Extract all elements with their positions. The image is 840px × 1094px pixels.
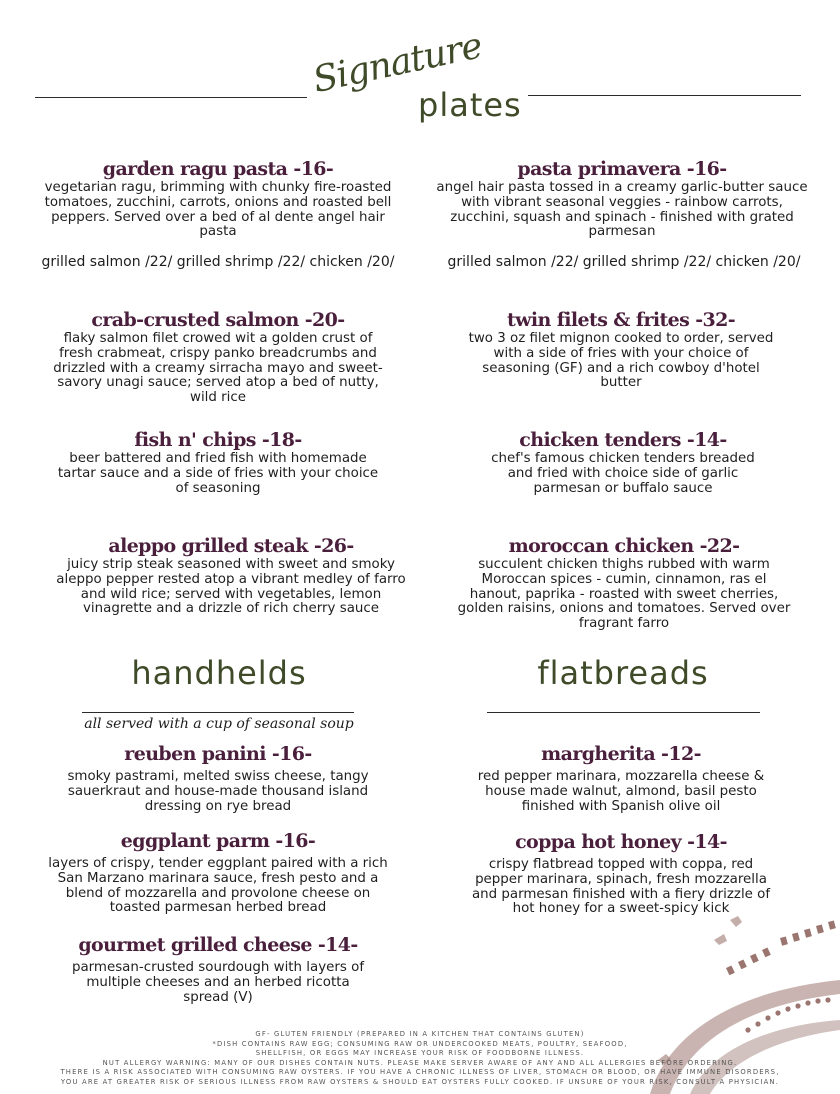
handhelds-heading: handhelds (131, 654, 307, 692)
item-description: parmesan-crusted sourdough with layers of multiple cheeses and an herbed ricotta spread (V) (71, 960, 365, 1005)
item-description: crispy flatbread topped with coppa, red pepper marinara, spinach, fresh mozzarella and parmesan finished with a fiery drizzle of hot honey for a sweet-spicy kick (471, 857, 771, 917)
addons-left: grilled salmon /22/ grilled shrimp /22/ chicken /20/ (41, 254, 395, 270)
menu-item-coppa-hot-honey (468, 830, 774, 917)
item-title: garden ragu pasta -16- (102, 158, 334, 180)
signature-script-word: Signature (309, 25, 486, 101)
menu-item-garden-ragu (30, 157, 406, 240)
menu-item-chicken-tenders (478, 428, 768, 496)
item-description: flaky salmon filet crowed wit a golden crust of fresh crabmeat, crispy panko breadcrumbs and drizzled with a creamy sirracha mayo and sweet-savory unagi sauce; served atop a bed of nutty, wild rice (53, 331, 383, 406)
menu-item-grilled-cheese (62, 933, 374, 1005)
item-title: coppa hot honey -14- (515, 831, 727, 853)
item-description: two 3 oz filet mignon cooked to order, served with a side of fries with your choice of seasoning (GF) and a rich cowboy d'hotel butter (468, 331, 774, 391)
handhelds-rule (82, 712, 354, 713)
item-description: beer battered and fried fish with homemade tartar sauce and a side of fries with your choice of seasoning (57, 451, 379, 496)
item-title: crab-crusted salmon -20- (91, 309, 345, 331)
addons-right: grilled salmon /22/ grilled shrimp /22/ chicken /20/ (447, 254, 801, 270)
menu-item-moroccan-chicken (456, 534, 792, 632)
header-rule-left (35, 97, 307, 98)
item-title: moroccan chicken -22- (508, 535, 740, 557)
flatbreads-rule (487, 712, 760, 713)
item-description: layers of crispy, tender eggplant paired with a rich San Marzano marinara sauce, fresh pesto and a blend of mozzarella and provolone cheese on toasted parmesan herbed bread (48, 856, 388, 916)
menu-item-crab-crusted-salmon (50, 308, 386, 406)
header-rule-right (528, 95, 801, 96)
menu-item-aleppo-steak (56, 534, 406, 617)
item-title: margherita -12- (541, 743, 701, 765)
item-description: red pepper marinara, mozzarella cheese & house made walnut, almond, basil pesto finished with Spanish olive oil (477, 769, 765, 814)
menu-item-margherita (464, 742, 778, 814)
item-description: juicy strip steak seasoned with sweet and smoky aleppo pepper rested atop a vibrant medley of farro and wild rice; served with vegetables, lemon vinagrette and a drizzle of rich cherry sauce (56, 557, 406, 617)
item-title: reuben panini -16- (124, 743, 312, 765)
item-description: smoky pastrami, melted swiss cheese, tangy sauerkraut and house-made thousand island dressing on rye bread (67, 769, 369, 814)
item-title: aleppo grilled steak -26- (108, 535, 354, 557)
footer-line: THERE IS A RISK ASSOCIATED WITH CONSUMING RAW OYSTERS. IF YOU HAVE A CHRONIC ILLNESS OF LIVER, STOMACH OR BLOOD, OR HAVE IMMUNE DISORDERS, (60, 1068, 780, 1077)
menu-item-pasta-primavera (436, 157, 808, 240)
footer-line: SHELLFISH, OR EGGS MAY INCREASE YOUR RISK OF FOODBORNE ILLNESS. (255, 1049, 585, 1058)
plates-title: plates (418, 86, 522, 124)
footer-line: *DISH CONTAINS RAW EGG; CONSUMING RAW OR UNDERCOOKED MEATS, POULTRY, SEAFOOD, (212, 1039, 628, 1048)
menu-item-fish-n-chips (55, 428, 381, 496)
item-title: chicken tenders -14- (519, 429, 727, 451)
item-title: twin filets & frites -32- (506, 309, 736, 331)
item-title: pasta primavera -16- (517, 158, 727, 180)
footer-disclaimer (0, 1030, 840, 1088)
menu-item-eggplant-parm (40, 829, 396, 916)
footer-line: NUT ALLERGY WARNING: MANY OF OUR DISHES CONTAIN NUTS. PLEASE MAKE SERVER AWARE OF ANY AND ALL ALLERGIES BEFORE ORDERING. (102, 1058, 738, 1067)
footer-line: YOU ARE AT GREATER RISK OF SERIOUS ILLNESS FROM RAW OYSTERS & SHOULD EAT OYSTERS FULLY COOKED. IF UNSURE OF YOUR RISK, CONSULT A PHYSICIAN. (60, 1077, 780, 1086)
item-description: angel hair pasta tossed in a creamy garlic-butter sauce with vibrant seasonal veggies - rainbow carrots, zucchini, squash and spinach - finished with grated parmesan (436, 180, 808, 240)
footer-line: GF- GLUTEN FRIENDLY (PREPARED IN A KITCHEN THAT CONTAINS GLUTEN) (255, 1030, 585, 1038)
menu-item-twin-filets (468, 308, 774, 391)
item-description: chef's famous chicken tenders breaded and fried with choice side of garlic parmesan or buffalo sauce (491, 451, 755, 496)
handhelds-note: all served with a cup of seasonal soup (84, 716, 354, 732)
item-title: gourmet grilled cheese -14- (78, 934, 358, 956)
item-description: succulent chicken thighs rubbed with warm Moroccan spices - cumin, cinnamon, ras el hanout, paprika - roasted with sweet cherries, golden raisins, onions and tomatoes. Served over fragrant farro (457, 557, 791, 632)
item-title: fish n' chips -18- (134, 429, 302, 451)
menu-item-reuben-panini (60, 742, 376, 814)
flatbreads-heading: flatbreads (537, 654, 709, 692)
item-title: eggplant parm -16- (120, 830, 316, 852)
item-description: vegetarian ragu, brimming with chunky fire-roasted tomatoes, zucchini, carrots, onions and roasted bell peppers. Served over a bed of al dente angel hair pasta (44, 180, 392, 240)
